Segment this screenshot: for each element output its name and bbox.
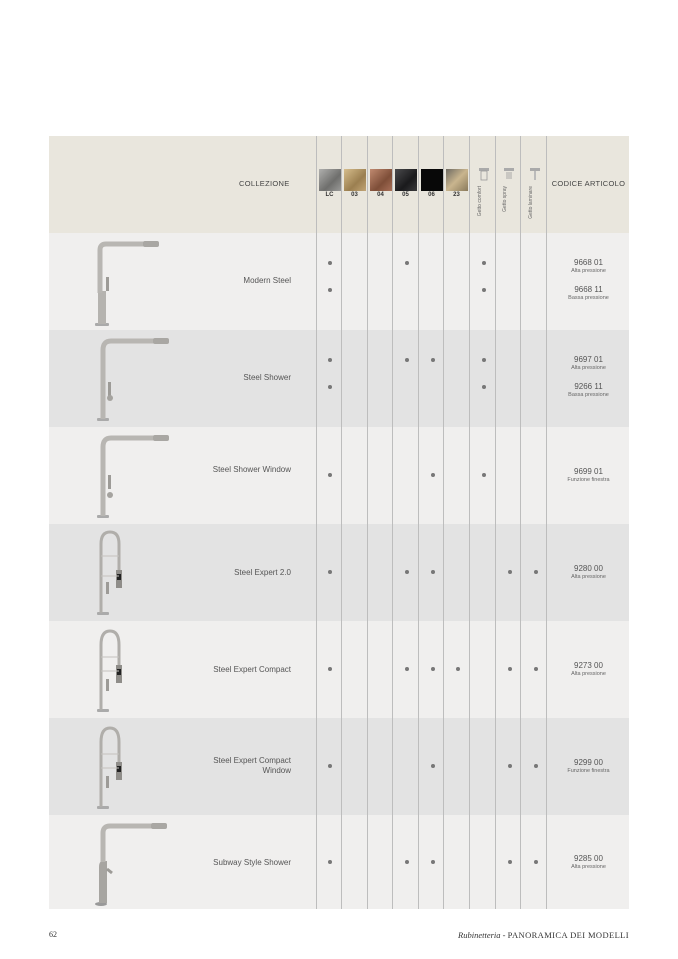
- grid-line: [316, 136, 317, 909]
- pressure-type: Bassa pressione: [568, 392, 609, 398]
- dot: [431, 764, 435, 768]
- article-code: [548, 564, 629, 580]
- dot: [482, 473, 486, 477]
- article-code: [548, 854, 629, 870]
- dot: [431, 570, 435, 574]
- article-code: [548, 661, 629, 677]
- jet-comfort-column: [472, 168, 497, 240]
- jet-spray-icon: [503, 168, 515, 182]
- model-name: Steel Shower Window: [212, 465, 291, 474]
- finish-swatch-23: [446, 169, 468, 191]
- model-table: [49, 136, 629, 909]
- pressure-type: Alta pressione: [571, 671, 606, 677]
- faucet-image-steel-expert-2: [89, 526, 169, 620]
- table-row-steel-expert-2: [49, 524, 629, 621]
- dot: [328, 764, 332, 768]
- jet-spray-column: [497, 168, 522, 240]
- article-number: 9285 00: [574, 854, 603, 863]
- article-number: 9273 00: [574, 661, 603, 670]
- article-code: [548, 467, 629, 483]
- grid-line: [443, 136, 444, 909]
- dot: [431, 473, 435, 477]
- pressure-type: Funzione finestra: [567, 768, 610, 774]
- page-number: 62: [49, 930, 57, 939]
- code-column-header: CODICE ARTICOLO: [551, 179, 626, 188]
- pressure-type: Bassa pressione: [568, 295, 609, 301]
- faucet-image-steel-expert-compact: [89, 623, 169, 717]
- dot: [482, 261, 486, 265]
- running-footer: [458, 930, 629, 940]
- dot: [328, 288, 332, 292]
- dot: [456, 667, 460, 671]
- dot: [508, 860, 512, 864]
- article-number: 9266 11: [574, 382, 603, 391]
- finish-code-04: 04: [377, 192, 384, 198]
- dot: [328, 473, 332, 477]
- dot: [508, 764, 512, 768]
- table-row-steel-shower: [49, 330, 629, 427]
- dot: [328, 860, 332, 864]
- dot: [328, 261, 332, 265]
- table-row-modern-steel: [49, 233, 629, 330]
- dot: [534, 764, 538, 768]
- grid-line: [367, 136, 368, 909]
- dot: [328, 385, 332, 389]
- dot: [405, 860, 409, 864]
- model-name: Steel Expert Compact Window: [213, 756, 291, 775]
- pressure-type: Alta pressione: [571, 268, 606, 274]
- jet-spray-label: Getto spray: [502, 186, 508, 212]
- table-row-steel-shower-window: [49, 427, 629, 524]
- jet-comfort-label: Getto comfort: [477, 186, 483, 217]
- footer-section-italic: Rubinetteria: [458, 930, 501, 940]
- table-row-steel-expert-compact: [49, 621, 629, 718]
- dot: [328, 667, 332, 671]
- finish-swatch-06: [421, 169, 443, 191]
- faucet-image-steel-expert-compact-window: [89, 720, 169, 814]
- jet-laminar-column: [523, 168, 548, 240]
- article-number: 9699 01: [574, 467, 603, 476]
- grid-line: [520, 136, 521, 909]
- article-code: [548, 758, 629, 774]
- dot: [405, 358, 409, 362]
- footer-separator: -: [500, 930, 508, 940]
- grid-line: [418, 136, 419, 909]
- dot: [482, 385, 486, 389]
- dot: [534, 667, 538, 671]
- dot: [328, 358, 332, 362]
- finish-swatch-04: [370, 169, 392, 191]
- grid-line: [392, 136, 393, 909]
- pressure-type: Alta pressione: [571, 864, 606, 870]
- model-name: Steel Expert 2.0: [234, 568, 291, 577]
- dot: [405, 667, 409, 671]
- dot: [482, 358, 486, 362]
- faucet-image-modern-steel: [89, 235, 169, 329]
- dot: [534, 570, 538, 574]
- grid-line: [495, 136, 496, 909]
- dot: [431, 667, 435, 671]
- article-code: [548, 355, 629, 371]
- model-name: Modern Steel: [243, 276, 291, 285]
- dot: [482, 288, 486, 292]
- grid-line: [546, 136, 547, 909]
- article-code: [548, 382, 629, 398]
- pressure-type: Alta pressione: [571, 365, 606, 371]
- model-name: Steel Shower: [243, 373, 291, 382]
- footer-section-title: PANORAMICA DEI MODELLI: [507, 930, 629, 940]
- model-name: Steel Expert Compact: [213, 665, 291, 674]
- grid-line: [341, 136, 342, 909]
- finish-swatch-lc: [319, 169, 341, 191]
- table-row-subway-style-shower: [49, 815, 629, 909]
- article-code: [548, 285, 629, 301]
- table-header: [49, 136, 629, 233]
- jet-laminar-icon: [529, 168, 541, 182]
- collection-column-header: COLLEZIONE: [239, 179, 290, 188]
- faucet-image-steel-shower-window: [89, 429, 169, 523]
- finish-code-05: 05: [402, 192, 409, 198]
- dot: [508, 667, 512, 671]
- finish-code-03: 03: [351, 192, 358, 198]
- finish-swatch-05: [395, 169, 417, 191]
- dot: [328, 570, 332, 574]
- article-code: [548, 258, 629, 274]
- jet-comfort-icon: [478, 168, 490, 182]
- dot: [431, 358, 435, 362]
- grid-line: [469, 136, 470, 909]
- article-number: 9280 00: [574, 564, 603, 573]
- model-name: Subway Style Shower: [213, 858, 291, 867]
- article-number: 9697 01: [574, 355, 603, 364]
- finish-swatch-03: [344, 169, 366, 191]
- finish-code-lc: LC: [325, 192, 334, 198]
- faucet-image-steel-shower: [89, 332, 169, 426]
- dot: [508, 570, 512, 574]
- dot: [534, 860, 538, 864]
- faucet-image-subway-style-shower: [89, 817, 169, 911]
- jet-laminar-label: Getto laminare: [528, 186, 534, 219]
- dot: [405, 261, 409, 265]
- finish-code-06: 06: [428, 192, 435, 198]
- article-number: 9668 11: [574, 285, 603, 294]
- pressure-type: Funzione finestra: [567, 477, 610, 483]
- dot: [431, 860, 435, 864]
- table-row-steel-expert-compact-window: [49, 718, 629, 815]
- dot: [405, 570, 409, 574]
- article-number: 9668 01: [574, 258, 603, 267]
- finish-code-23: 23: [453, 192, 460, 198]
- pressure-type: Alta pressione: [571, 574, 606, 580]
- article-number: 9299 00: [574, 758, 603, 767]
